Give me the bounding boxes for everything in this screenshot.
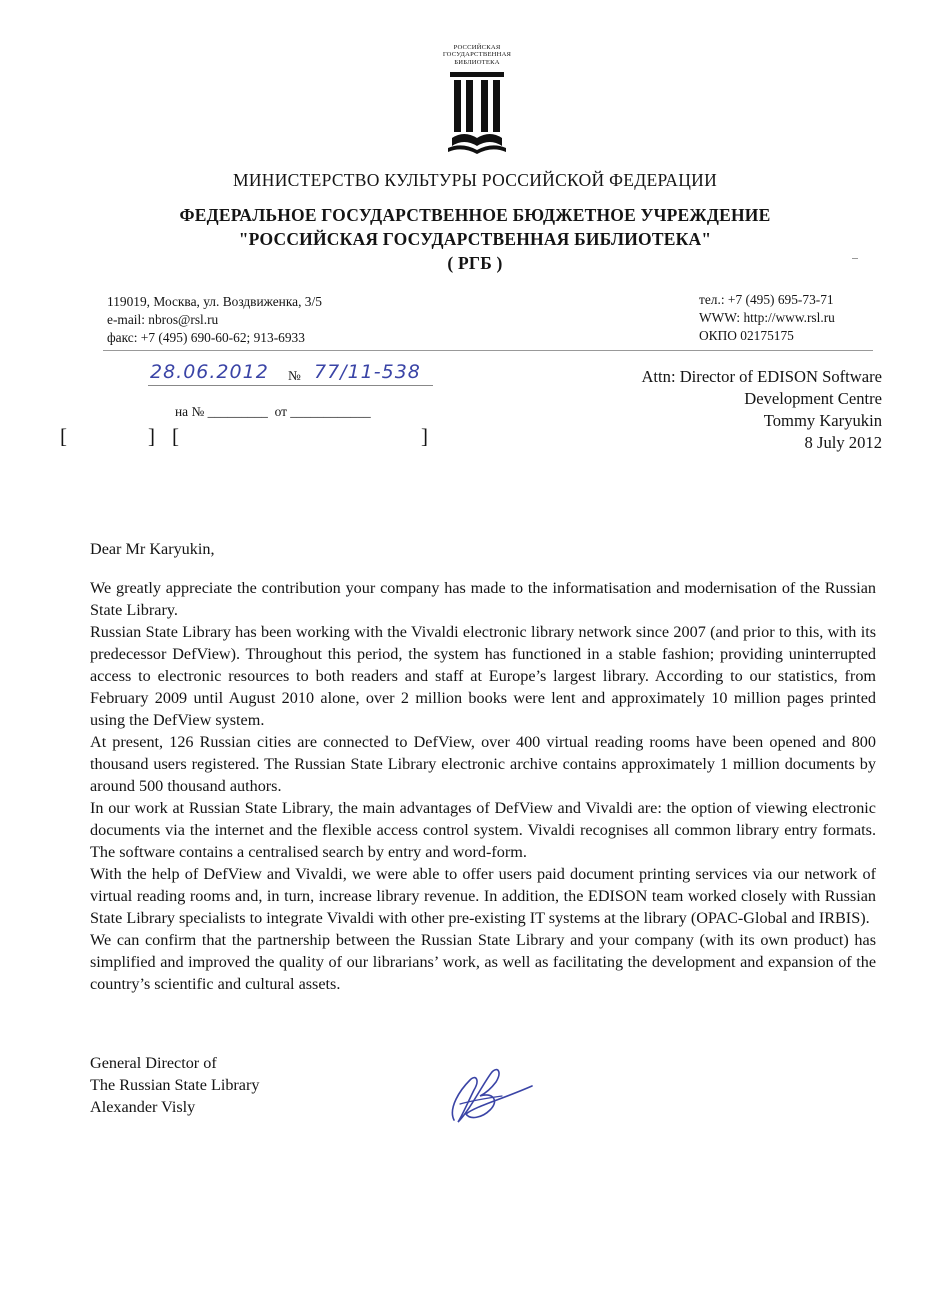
handwritten-signature [440,1060,540,1130]
ministry-title: МИНИСТЕРСТВО КУЛЬТУРЫ РОССИЙСКОЙ ФЕДЕРАЦИИ [232,170,718,190]
divider [852,258,858,259]
phone: тел.: +7 (495) 695-73-71 [699,292,834,307]
institution-line-2: "РОССИЙСКАЯ ГОСУДАРСТВЕННАЯ БИБЛИОТЕКА" [238,229,712,249]
library-logo [442,44,512,164]
address: 119019, Москва, ул. Воздвиженка, 3/5 [107,294,322,309]
logo-line: РОССИЙСКАЯ [453,44,501,51]
number-label: № [288,368,301,383]
paragraph: We greatly appreciate the contribution your company has made to the informatisation and modernisation of the Russian State Library. [90,579,876,619]
recipient-line: Development Centre [744,389,882,408]
contacts-left [107,293,322,347]
bracket-right-close: ] [421,424,428,448]
website: WWW: http://www.rsl.ru [699,310,835,325]
logo-text [442,44,512,66]
reply-to-row [175,404,371,420]
institution-abbreviation: ( РГБ ) [447,253,503,273]
reply-blank: _________ [207,404,268,419]
paragraph: Russian State Library has been working with the Vivaldi electronic library network since 2007 (and prior to this, with its predecessor DefView). Throughout this period, the system has functioned in a stable fashion; providing uninterrupted access to electronic resources to both readers and staff at Europe’s largest library. According to our statistics, from February 2009 until August 2010 alone, over 2 million books were lent and approximately 10 million pages printed using the DefView system. [90,623,876,729]
number-handwritten: 77/11-538 [314,361,421,383]
paragraph: With the help of DefView and Vivaldi, we were able to offer users paid document printing services via our network of virtual reading rooms and, in turn, increase library revenue. In addition, the EDISON team worked closely with Russian State Library specialists to integrate Vivaldi with other pre-existing IT systems at the library (OPAC-Global and IRBIS). [90,865,876,927]
okpo-code: ОКПО 02175175 [699,328,794,343]
paragraph: At present, 126 Russian cities are connected to DefView, over 400 virtual reading rooms have been opened and 800 thousand users registered. The Russian State Library electronic archive contains approximately 1 million documents by around 500 thousand authors. [90,733,876,795]
reference-underline [148,385,433,386]
header-rule [103,350,873,351]
library-columns-book-icon [442,72,512,164]
date-handwritten: 28.06.2012 [150,361,269,383]
recipient-line: Tommy Karyukin [763,411,882,430]
email: e-mail: nbros@rsl.ru [107,312,219,327]
logo-line: БИБЛИОТЕКА [454,58,500,66]
signatory-organization: The Russian State Library [90,1076,260,1094]
letter-date: 8 July 2012 [804,433,882,452]
signature-block [90,1052,259,1118]
salutation: Dear Mr Karyukin, [90,540,215,558]
logo-line: ГОСУДАРСТВЕННАЯ [442,51,512,59]
paragraph: In our work at Russian State Library, the main advantages of DefView and Vivaldi are: the option of viewing electronic documents via the internet and the flexible access control system. Vivaldi recognises all common library entry formats. The software contains a centralised search by entry and word-form. [90,799,876,861]
paragraph: We can confirm that the partnership between the Russian State Library and your company (with its own product) has simplified and improved the quality of our librarians’ work, as well as facilitating the development and expansion of the country’s scientific and cultural assets. [90,931,876,993]
contacts-right [699,291,835,345]
bracket-left-open: [ [60,424,67,448]
from-label: от [274,404,287,419]
bracket-right-open: [ [172,424,179,448]
letter-body [90,577,876,995]
recipient-line: Attn: Director of EDISON Software [641,367,882,386]
from-blank: ____________ [290,404,371,419]
recipient-block [641,366,882,454]
signatory-title: General Director of [90,1054,217,1072]
fax: факс: +7 (495) 690-60-62; 913-6933 [107,330,305,345]
signatory-name: Alexander Visly [90,1098,196,1116]
bracket-left-close: ] [148,424,155,448]
reply-to-label: на № [175,404,205,419]
institution-line-1: ФЕДЕРАЛЬНОЕ ГОСУДАРСТВЕННОЕ БЮДЖЕТНОЕ УЧРЕЖДЕНИЕ [179,205,771,225]
